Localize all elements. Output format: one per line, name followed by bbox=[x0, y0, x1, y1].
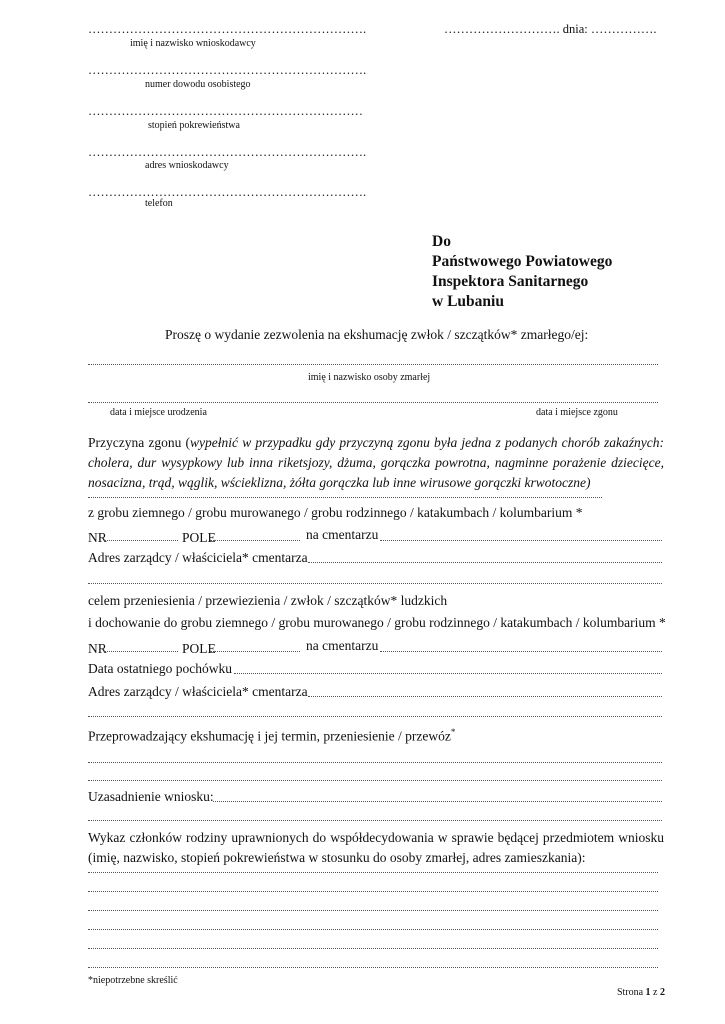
justification-field-2[interactable] bbox=[88, 820, 662, 821]
relationship-dots[interactable]: ………………………………………………………… bbox=[88, 104, 363, 118]
source-pole-field[interactable] bbox=[210, 540, 300, 541]
id-number-dots[interactable]: …………………………………………………………. bbox=[88, 63, 367, 77]
executor-label bbox=[88, 727, 455, 745]
id-number-label: numer dowodu osobistego bbox=[145, 79, 251, 90]
target-cemetery-label: na cmentarzu bbox=[306, 638, 379, 653]
source-nr-label: NR bbox=[88, 530, 107, 545]
applicant-name-label: imię i nazwisko wnioskodawcy bbox=[130, 38, 256, 49]
cause-paragraph bbox=[88, 433, 664, 493]
executor-field-2[interactable] bbox=[88, 780, 662, 781]
address-label: adres wnioskodawcy bbox=[145, 160, 229, 171]
recipient-line-2: Państwowego Powiatowego bbox=[432, 253, 613, 270]
target-pole-field[interactable] bbox=[210, 651, 300, 652]
target-admin-label: Adres zarządcy / właściciela* cmentarza bbox=[88, 684, 308, 699]
cause-field[interactable] bbox=[88, 497, 602, 498]
executor-star: * bbox=[450, 727, 456, 737]
target-cemetery-field[interactable] bbox=[380, 651, 662, 652]
target-pole-label: POLE bbox=[182, 641, 216, 656]
source-admin-label: Adres zarządcy / właściciela* cmentarza bbox=[88, 550, 308, 565]
transfer-line-1: celem przeniesienia / przewiezienia / zwłok / szczątków* ludzkich bbox=[88, 593, 448, 608]
page-prefix: Strona bbox=[616, 987, 646, 998]
deceased-name-label: imię i nazwisko osoby zmarłej bbox=[308, 372, 431, 383]
source-nr-field[interactable] bbox=[104, 540, 178, 541]
deceased-name-field[interactable] bbox=[88, 364, 658, 365]
family-field-4[interactable] bbox=[88, 929, 658, 930]
death-label: data i miejsce zgonu bbox=[536, 407, 618, 418]
applicant-name-dots[interactable]: …………………………………………………………. bbox=[88, 22, 367, 36]
recipient-line-4: w Lubaniu bbox=[432, 293, 504, 310]
family-field-1[interactable] bbox=[88, 872, 658, 873]
justification-label: Uzasadnienie wniosku: bbox=[88, 789, 214, 804]
recipient-block bbox=[432, 232, 612, 312]
cause-italic: wypełnić w przypadku gdy przyczyną zgonu była jedna z podanych chorób zakaźnych: cholera, dur wysypkowy lub inna riketsjozy, dżuma, gorączka powrotna, nagminne porażenie dziecięce, nosacizna, trąd, wąglik, wścieklizna, żółta gorączka lub inne wirusowe gorączki krwotoczne) bbox=[88, 435, 664, 490]
page-total: 2 bbox=[660, 987, 665, 998]
source-admin-field-2[interactable] bbox=[88, 583, 662, 584]
request-text: Proszę o wydanie zezwolenia na ekshumację zwłok / szczątków* zmarłego/ej: bbox=[165, 327, 589, 342]
address-dots[interactable]: …………………………………………………………. bbox=[88, 145, 367, 159]
source-cemetery-label: na cmentarzu bbox=[306, 527, 379, 542]
birth-death-field[interactable] bbox=[88, 402, 658, 403]
source-grave-text: z grobu ziemnego / grobu murowanego / grobu rodzinnego / katakumbach / kolumbarium * bbox=[88, 505, 583, 520]
target-nr-label: NR bbox=[88, 641, 107, 656]
target-admin-field-2[interactable] bbox=[88, 716, 662, 717]
phone-label: telefon bbox=[145, 198, 173, 209]
source-admin-field[interactable] bbox=[308, 562, 662, 563]
dnia-label: dnia bbox=[562, 22, 585, 36]
justification-field-1[interactable] bbox=[213, 801, 662, 802]
birth-label: data i miejsce urodzenia bbox=[110, 407, 207, 418]
family-field-2[interactable] bbox=[88, 891, 658, 892]
recipient-line-3: Inspektora Sanitarnego bbox=[432, 273, 589, 290]
footnote: *niepotrzebne skreślić bbox=[88, 975, 178, 986]
source-pole-label: POLE bbox=[182, 530, 216, 545]
cause-prefix: Przyczyna zgonu ( bbox=[88, 435, 191, 450]
place-date-field[interactable] bbox=[444, 22, 657, 37]
family-field-6[interactable] bbox=[88, 967, 658, 968]
page-sep: z bbox=[650, 987, 660, 998]
family-field-3[interactable] bbox=[88, 910, 658, 911]
relationship-label: stopień pokrewieństwa bbox=[148, 120, 240, 131]
recipient-line-1: Do bbox=[432, 233, 451, 250]
target-admin-field[interactable] bbox=[308, 696, 662, 697]
source-cemetery-field[interactable] bbox=[380, 540, 662, 541]
last-burial-field[interactable] bbox=[234, 673, 662, 674]
page-current: 1 bbox=[645, 987, 651, 998]
last-burial-label: Data ostatniego pochówku bbox=[88, 661, 232, 676]
place-dots[interactable]: ………………………. bbox=[444, 22, 560, 36]
family-field-5[interactable] bbox=[88, 948, 658, 949]
date-dots[interactable]: : ……………. bbox=[584, 22, 657, 36]
transfer-line-2: i dochowanie do grobu ziemnego / grobu murowanego / grobu rodzinnego / katakumbach / kolumbarium * bbox=[88, 615, 666, 630]
executor-text: Przeprowadzający ekshumację i jej termin, przeniesienie / przewóz bbox=[88, 728, 451, 744]
family-text: Wykaz członków rodziny uprawnionych do współdecydowania w sprawie będącej przedmiotem wniosku (imię, nazwisko, stopień pokrewieństwa w stosunku do osoby zmarłej, adres zamieszkania): bbox=[88, 830, 664, 865]
page-number bbox=[617, 987, 665, 998]
phone-dots[interactable]: …………………………………………………………. bbox=[88, 185, 367, 199]
target-nr-field[interactable] bbox=[104, 651, 178, 652]
executor-field-1[interactable] bbox=[88, 762, 662, 763]
